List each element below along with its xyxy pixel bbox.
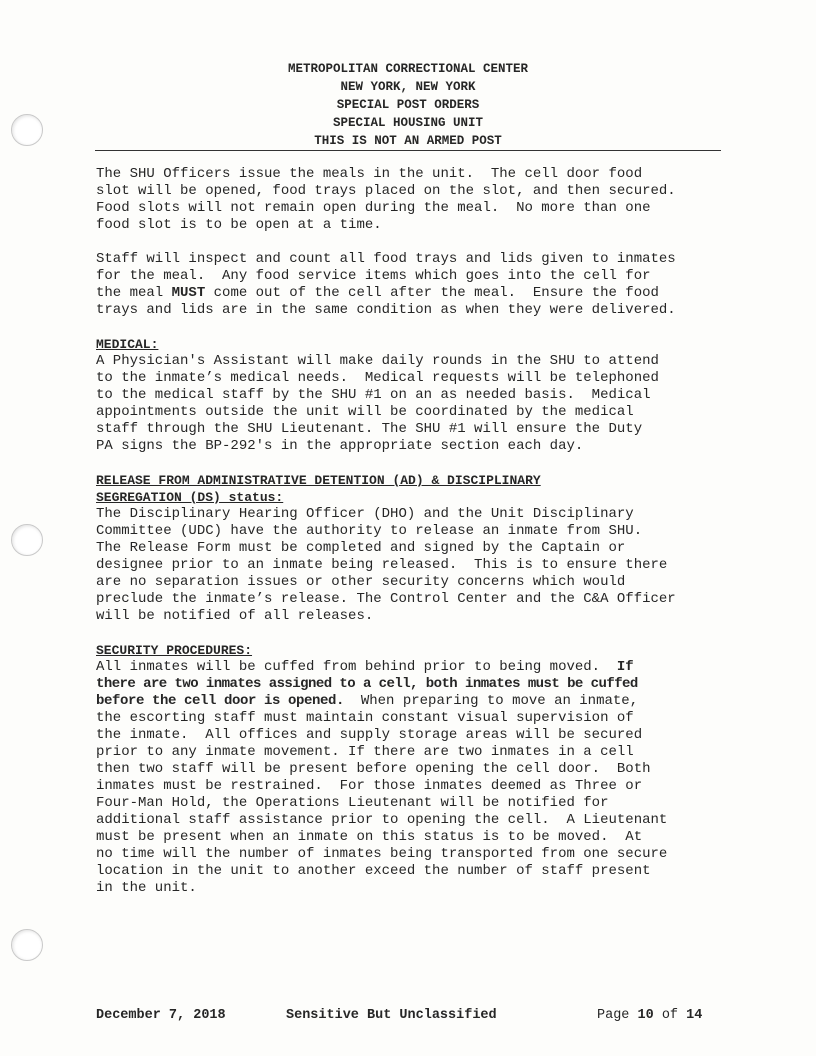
text-run: All inmates will be cuffed from behind prior to being moved. <box>96 659 617 675</box>
emphasis-text: there are two inmates assigned to a cell, both inmates must be cuffed <box>96 676 638 692</box>
text-line <box>96 693 726 710</box>
text-line: The Disciplinary Hearing Officer (DHO) and the Unit Disciplinary <box>96 506 634 522</box>
emphasis-text: before the cell door is opened. <box>96 693 345 709</box>
punch-hole-top <box>11 114 43 146</box>
security-heading: SECURITY PROCEDURES: <box>96 643 253 658</box>
text-line: food slot is to be open at a time. <box>96 217 382 233</box>
text-line: Staff will inspect and count all food trays and lids given to inmates <box>96 251 676 267</box>
text-run: come out of the cell after the meal. Ensure the food <box>205 285 659 301</box>
text-line: inmates must be restrained. For those inmates deemed as Three or <box>96 778 643 794</box>
text-line: then two staff will be present before opening the cell door. Both <box>96 761 651 777</box>
medical-heading: MEDICAL: <box>96 337 159 352</box>
medical-paragraph <box>96 353 726 455</box>
text-line: prior to any inmate movement. If there are two inmates in a cell <box>96 744 634 760</box>
text-line: no time will the number of inmates being transported from one secure <box>96 846 668 862</box>
document-header <box>96 60 720 150</box>
of-label: of <box>661 1008 679 1023</box>
header-line: THIS IS NOT AN ARMED POST <box>314 134 502 148</box>
text-line: designee prior to an inmate being released. This is to ensure there <box>96 557 668 573</box>
text-line: for the meal. Any food service items which goes into the cell for <box>96 268 651 284</box>
text-run: When preparing to move an inmate, <box>344 693 639 709</box>
text-line: A Physician's Assistant will make daily rounds in the SHU to attend <box>96 353 659 369</box>
punch-hole-bottom <box>11 929 43 961</box>
text-line: Committee (UDC) have the authority to release an inmate from SHU. <box>96 523 643 539</box>
header-line: SPECIAL POST ORDERS <box>336 98 480 112</box>
meals-paragraph <box>96 166 726 234</box>
text-line: PA signs the BP-292's in the appropriate section each day. <box>96 438 584 454</box>
page-indicator <box>597 1008 702 1023</box>
footer-date: December 7, 2018 <box>96 1008 226 1023</box>
emphasis-must: MUST <box>171 285 206 301</box>
text-line: Food slots will not remain open during the meal. No more than one <box>96 200 651 216</box>
header-line: METROPOLITAN CORRECTIONAL CENTER <box>287 62 529 76</box>
text-line <box>96 659 726 676</box>
text-line <box>96 676 726 693</box>
text-line: to the inmate’s medical needs. Medical requests will be telephoned <box>96 370 659 386</box>
text-line: appointments outside the unit will be coordinated by the medical <box>96 404 634 420</box>
document-body <box>96 166 726 897</box>
text-line: will be notified of all releases. <box>96 608 374 624</box>
food-trays-paragraph <box>96 251 726 319</box>
classification-label: Sensitive But Unclassified <box>286 1008 497 1023</box>
page-total: 14 <box>686 1008 703 1023</box>
text-run: the meal <box>96 285 172 301</box>
header-line: SPECIAL HOUSING UNIT <box>332 116 484 130</box>
page-label: Page <box>597 1008 630 1023</box>
text-line <box>96 285 726 302</box>
release-paragraph <box>96 506 726 625</box>
release-heading-continued: SEGREGATION (DS) status: <box>96 490 284 505</box>
text-line: additional staff assistance prior to opening the cell. A Lieutenant <box>96 812 668 828</box>
header-divider <box>95 150 721 151</box>
text-line: staff through the SHU Lieutenant. The SHU #1 will ensure the Duty <box>96 421 643 437</box>
release-heading: RELEASE FROM ADMINISTRATIVE DETENTION (AD) & DISCIPLINARY <box>96 473 541 488</box>
header-line: NEW YORK, NEW YORK <box>340 80 476 94</box>
text-line: the escorting staff must maintain constant visual supervision of <box>96 710 634 726</box>
text-line: to the medical staff by the SHU #1 on an as needed basis. Medical <box>96 387 651 403</box>
text-line: Four-Man Hold, the Operations Lieutenant will be notified for <box>96 795 609 811</box>
text-line: trays and lids are in the same condition as when they were delivered. <box>96 302 676 318</box>
text-line: are no separation issues or other security concerns which would <box>96 574 626 590</box>
security-paragraph <box>96 659 726 897</box>
text-line: The Release Form must be completed and signed by the Captain or <box>96 540 626 556</box>
text-line: location in the unit to another exceed the number of staff present <box>96 863 651 879</box>
text-line: must be present when an inmate on this status is to be moved. At <box>96 829 643 845</box>
page-number: 10 <box>637 1008 654 1023</box>
text-line: slot will be opened, food trays placed on the slot, and then secured. <box>96 183 676 199</box>
emphasis-text: If <box>616 659 634 675</box>
text-line: The SHU Officers issue the meals in the unit. The cell door food <box>96 166 643 182</box>
text-line: in the unit. <box>96 880 197 896</box>
text-line: preclude the inmate’s release. The Control Center and the C&A Officer <box>96 591 676 607</box>
punch-hole-middle <box>11 524 43 556</box>
text-line: the inmate. All offices and supply storage areas will be secured <box>96 727 643 743</box>
